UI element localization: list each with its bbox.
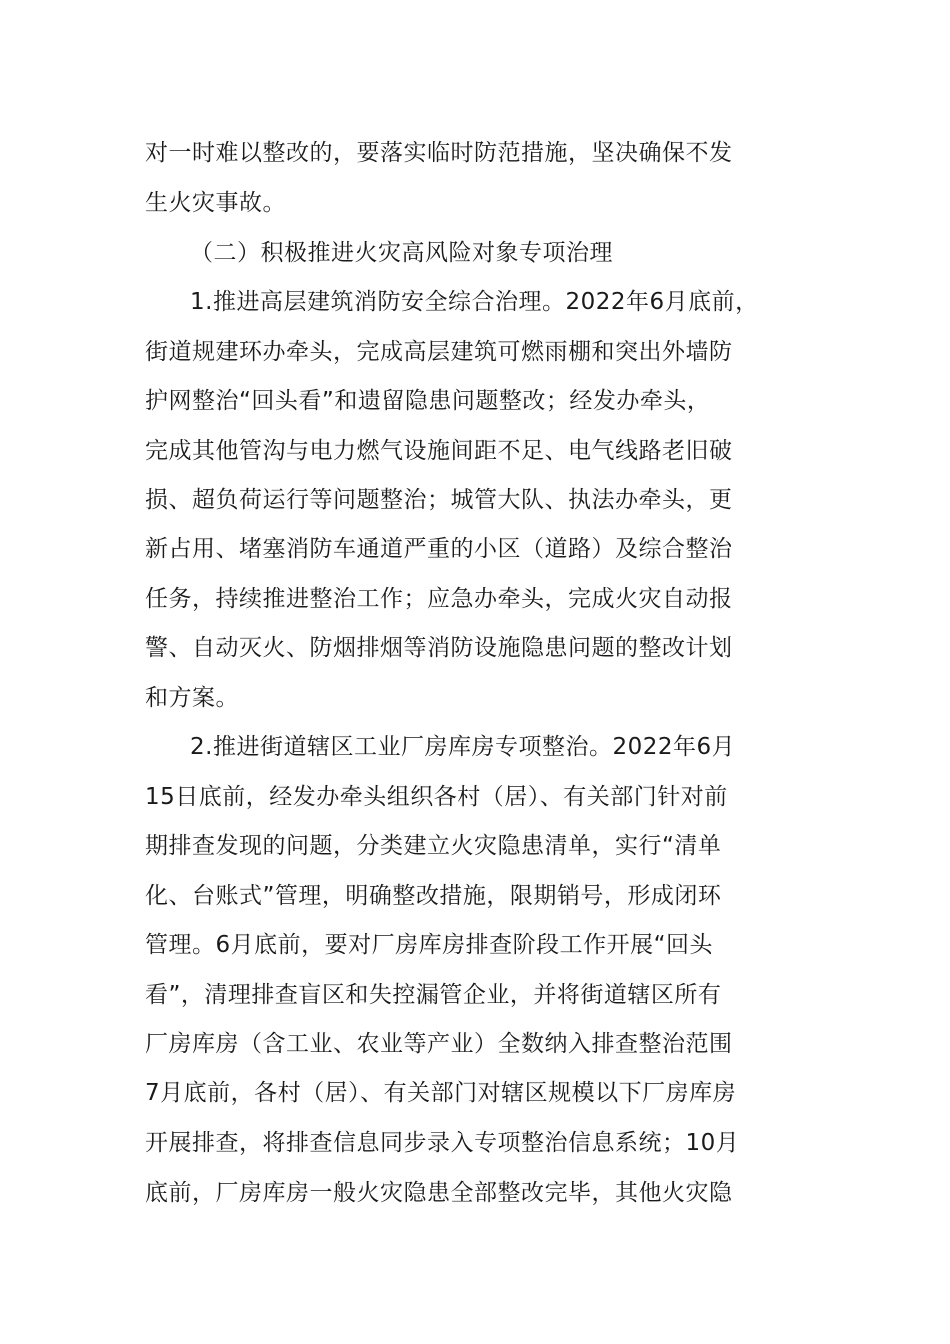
paragraph-line: 新占用、堵塞消防车通道严重的小区（道路）及综合整治 [145, 536, 733, 562]
paragraph-line: 街道规建环办牵头，完成高层建筑可燃雨棚和突出外墙防 [145, 339, 733, 365]
section-heading: （二）积极推进火灾高风险对象专项治理 [190, 240, 613, 266]
paragraph-line: 2.推进街道辖区工业厂房库房专项整治。2022年6月 [190, 734, 736, 760]
paragraph-line: 1.推进高层建筑消防安全综合治理。2022年6月底前， [190, 289, 759, 315]
paragraph-line: 管理。6月底前，要对厂房库房排查阶段工作开展“回头 [145, 932, 714, 958]
paragraph-line: 期排查发现的问题，分类建立火灾隐患清单，实行“清单 [145, 833, 722, 859]
paragraph-line: 任务，持续推进整治工作；应急办牵头，完成火灾自动报 [145, 586, 733, 612]
paragraph-line: 护网整治“回头看”和遗留隐患问题整改；经发办牵头， [145, 388, 711, 414]
paragraph-line: 对一时难以整改的，要落实临时防范措施，坚决确保不发 [145, 140, 733, 166]
paragraph-line: 厂房库房（含工业、农业等产业）全数纳入排查整治范围 [145, 1031, 733, 1057]
paragraph-line: 底前，厂房库房一般火灾隐患全部整改完毕，其他火灾隐 [145, 1180, 733, 1206]
paragraph-line: 开展排查，将排查信息同步录入专项整治信息系统；10月 [145, 1130, 740, 1156]
paragraph-line: 生火灾事故。 [145, 190, 286, 216]
paragraph-line: 警、自动灭火、防烟排烟等消防设施隐患问题的整改计划 [145, 635, 733, 661]
paragraph-line: 完成其他管沟与电力燃气设施间距不足、电气线路老旧破 [145, 438, 733, 464]
paragraph-line: 看”，清理排查盲区和失控漏管企业，并将街道辖区所有 [145, 982, 722, 1008]
paragraph-line: 15日底前，经发办牵头组织各村（居）、有关部门针对前 [145, 784, 728, 810]
paragraph-line: 和方案。 [145, 685, 239, 711]
paragraph-line: 损、超负荷运行等问题整治；城管大队、执法办牵头，更 [145, 487, 733, 513]
paragraph-line: 化、台账式”管理，明确整改措施，限期销号，形成闭环 [145, 883, 722, 909]
paragraph-line: 7月底前，各村（居）、有关部门对辖区规模以下厂房库房 [145, 1080, 737, 1106]
